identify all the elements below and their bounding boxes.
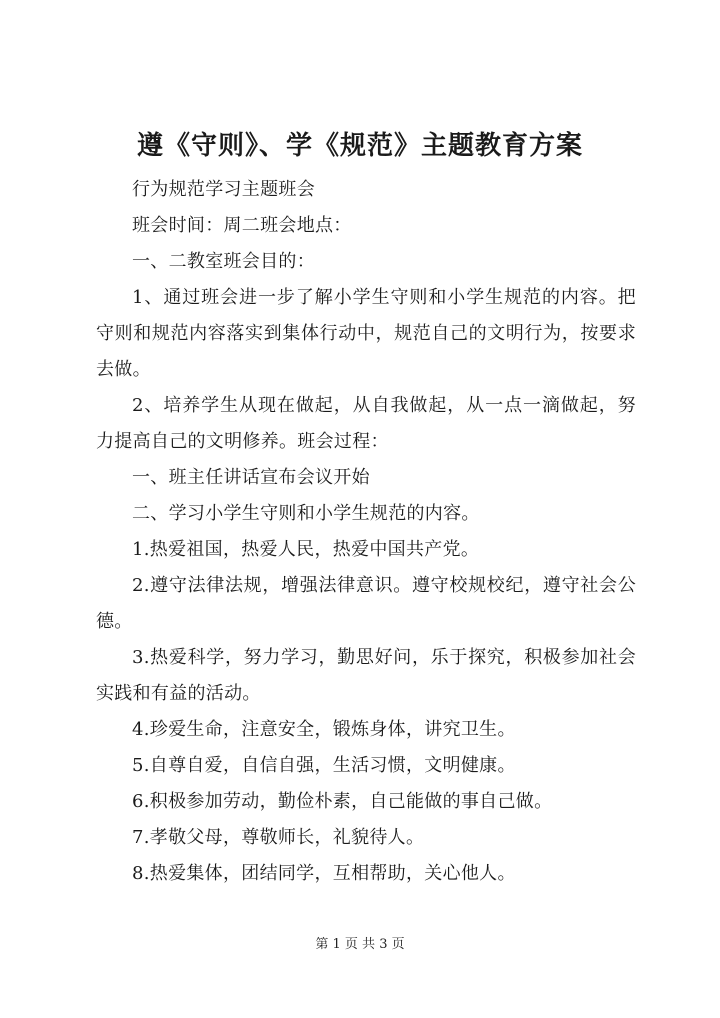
paragraph: 5.自尊自爱，自信自强，生活习惯，文明健康。 <box>132 755 516 776</box>
paragraph: 班会时间：周二班会地点： <box>132 215 352 236</box>
paragraph: 2、培养学生从现在做起，从自我做起，从一点一滴做起，努力提高自己的文明修养。班会过程： <box>96 395 636 452</box>
paragraph: 一、二教室班会目的： <box>132 251 315 272</box>
paragraph: 4.珍爱生命，注意安全，锻炼身体，讲究卫生。 <box>132 719 516 740</box>
document-title: 遵《守则》、学《规范》主题教育方案 <box>136 131 583 161</box>
paragraph: 行为规范学习主题班会 <box>132 179 315 200</box>
paragraph: 二、学习小学生守则和小学生规范的内容。 <box>132 503 480 524</box>
paragraph: 1、通过班会进一步了解小学生守则和小学生规范的内容。把守则和规范内容落实到集体行动中，规范自己的文明行为，按要求去做。 <box>96 287 636 380</box>
paragraph: 6.积极参加劳动，勤俭朴素，自己能做的事自己做。 <box>132 791 553 812</box>
paragraph: 1.热爱祖国，热爱人民，热爱中国共产党。 <box>132 539 480 560</box>
paragraph: 7.孝敬父母，尊敬师长，礼貌待人。 <box>132 827 425 848</box>
paragraph: 2.遵守法律法规，增强法律意识。遵守校规校纪，遵守社会公德。 <box>96 575 636 632</box>
paragraph: 3.热爱科学，努力学习，勤思好问，乐于探究，积极参加社会实践和有益的活动。 <box>96 647 636 704</box>
paragraph: 8.热爱集体，团结同学，互相帮助，关心他人。 <box>132 863 516 884</box>
document-body <box>96 172 636 892</box>
page-number: 第 1 页 共 3 页 <box>315 937 405 952</box>
paragraph: 一、班主任讲话宣布会议开始 <box>132 467 370 488</box>
